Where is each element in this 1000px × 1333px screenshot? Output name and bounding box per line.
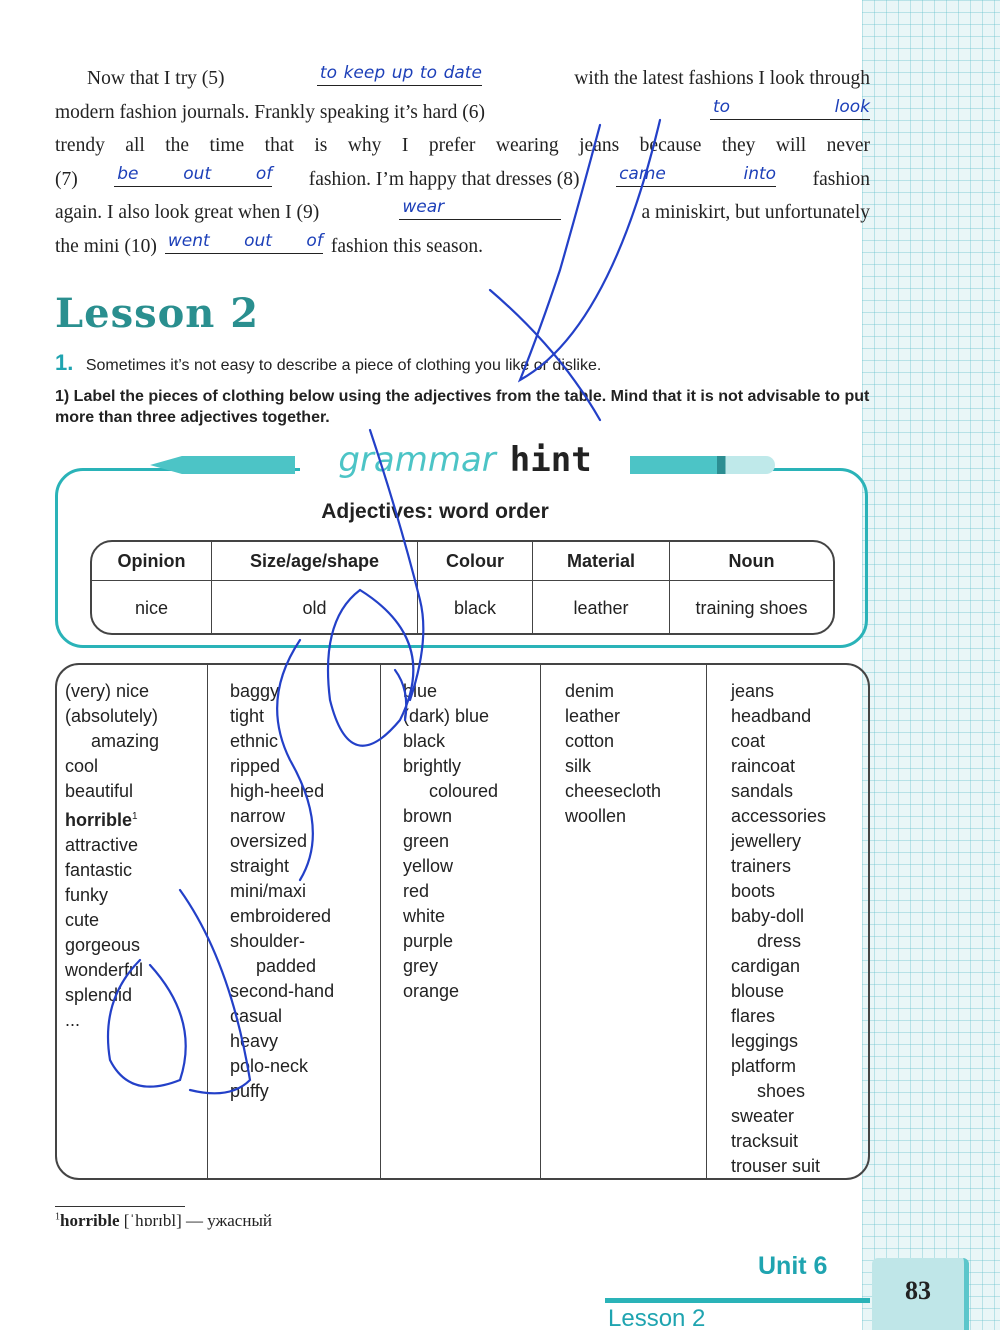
footnote-marker: 1	[55, 1211, 60, 1223]
adj-item: raincoat	[731, 756, 796, 776]
passage-text: modern fashion journals. Frankly speaking it’s hard (6)	[55, 101, 485, 123]
grid-margin	[862, 0, 1000, 1330]
adj-item: flares	[731, 1006, 776, 1026]
footnote-transcription: [ˈhɒrɪbl]	[123, 1211, 182, 1230]
passage-line-4	[55, 163, 870, 197]
adj-item: amazing	[91, 731, 160, 751]
passage-text: fashion this season.	[330, 235, 484, 257]
adjectives-table	[55, 663, 870, 1180]
adj-item: grey	[403, 956, 439, 976]
passage-text: with the latest fashions I look through	[574, 68, 870, 89]
adj-item: silk	[565, 756, 591, 776]
adj-item: cheesecloth	[565, 781, 662, 801]
footnote-marker: 1	[132, 811, 138, 822]
answer-blank-10[interactable]: went out of	[165, 230, 323, 254]
passage-line-5	[55, 196, 870, 230]
adj-item: funky	[65, 885, 109, 905]
adj-item: second-hand	[230, 981, 335, 1001]
task-1	[55, 350, 870, 376]
passage-text: trendy all the time that is why I prefer wearing jeans because they will never	[55, 135, 870, 156]
grammar-hint-label	[300, 440, 630, 490]
task-number: 1.	[55, 350, 74, 375]
adj-item: cotton	[565, 731, 615, 751]
hint-word: hint	[509, 440, 592, 480]
adj-item: purple	[403, 931, 454, 951]
adj-item: fantastic	[65, 860, 133, 880]
adj-item: green	[403, 831, 450, 851]
adj-item: trouser suit	[731, 1156, 821, 1176]
adj-item: cardigan	[731, 956, 801, 976]
adj-item: beautiful	[65, 781, 134, 801]
adj-item: red	[403, 881, 430, 901]
adj-item: coat	[731, 731, 766, 751]
adj-item: blue	[403, 681, 438, 701]
footnote-headword: horrible	[60, 1211, 120, 1230]
adj-item: shoes	[757, 1081, 806, 1101]
adj-item: narrow	[230, 806, 286, 826]
passage-text: fashion. I’m happy that dresses (8)	[308, 168, 580, 190]
column-example: training shoes	[695, 598, 808, 618]
adj-item-horrible	[65, 804, 207, 833]
column-header: Colour	[418, 542, 532, 581]
adj-item: trainers	[731, 856, 792, 876]
word-order-table	[90, 540, 835, 635]
footnote	[55, 1211, 272, 1231]
answer-blank-7[interactable]: be out of	[114, 163, 272, 187]
adj-item: heavy	[230, 1031, 279, 1051]
passage-line-2	[55, 96, 870, 130]
passage-text: the mini (10)	[55, 235, 157, 257]
adj-item: polo-neck	[230, 1056, 309, 1076]
exercise-passage	[55, 62, 870, 263]
adj-item: embroidered	[230, 906, 332, 926]
order-col-opinion	[92, 542, 212, 633]
adj-item: blouse	[731, 981, 785, 1001]
adj-item: wonderful	[65, 960, 144, 980]
adj-item: gorgeous	[65, 935, 141, 955]
adj-item: padded	[256, 956, 317, 976]
footer-divider	[605, 1298, 870, 1303]
lesson-title: Lesson 2	[55, 290, 260, 337]
column-header: Size/age/shape	[212, 542, 417, 581]
task-text: Sometimes it’s not easy to describe a piece of clothing you like or dislike.	[85, 357, 602, 374]
column-example: nice	[134, 598, 169, 618]
answer-blank-6[interactable]: to look	[710, 96, 870, 120]
passage-line-3	[55, 129, 870, 163]
page-number: 83	[872, 1258, 969, 1330]
adj-item: (dark) blue	[403, 706, 490, 726]
adj-item: woollen	[565, 806, 627, 826]
adj-col-noun	[707, 665, 868, 1178]
adj-item: leather	[565, 706, 621, 726]
adj-item: high-heeled	[230, 781, 325, 801]
adj-item: tight	[230, 706, 265, 726]
adj-col-colour	[381, 665, 541, 1178]
adj-item: shoulder-	[230, 931, 306, 951]
passage-text: a miniskirt, but unfortunately	[641, 202, 870, 223]
answer-blank-8[interactable]: came into	[616, 163, 776, 187]
adj-col-opinion	[57, 665, 208, 1178]
adj-item: white	[403, 906, 446, 926]
answer-blank-5[interactable]: to keep up to date	[317, 62, 482, 86]
adj-item: jewellery	[731, 831, 802, 851]
task-subtask: 1) Label the pieces of clothing below using the adjectives from the table. Mind that it is not advisable to put more than three adjectives together.	[55, 388, 870, 426]
passage-text: Now that I try (5)	[87, 68, 225, 89]
unit-label: Unit 6	[758, 1252, 828, 1280]
adj-item: puffy	[230, 1081, 269, 1101]
order-col-material	[533, 542, 670, 633]
hint-heading: Adjectives: word order	[321, 500, 549, 523]
adj-item: oversized	[230, 831, 308, 851]
order-col-size	[212, 542, 418, 633]
adj-item: baby-doll	[731, 906, 805, 926]
passage-line-1	[55, 62, 870, 96]
column-example: leather	[573, 598, 629, 618]
adj-item: cool	[65, 756, 99, 776]
adj-item: denim	[565, 681, 615, 701]
adj-item: black	[403, 731, 446, 751]
pencil-right-icon	[630, 456, 775, 474]
adj-item: baggy	[230, 681, 280, 701]
adj-col-material	[541, 665, 707, 1178]
adj-item: boots	[731, 881, 776, 901]
adj-item: brightly	[403, 756, 462, 776]
adj-item: ...	[65, 1010, 81, 1030]
adj-item: yellow	[403, 856, 454, 876]
column-example: black	[453, 598, 497, 618]
column-header: Noun	[670, 542, 833, 581]
answer-blank-9[interactable]: wear	[399, 196, 561, 220]
adj-item: dress	[757, 931, 802, 951]
adj-item: (absolutely)	[65, 706, 159, 726]
adj-item: coloured	[429, 781, 499, 801]
grammar-word: grammar	[338, 440, 496, 480]
adj-item: platform	[731, 1056, 797, 1076]
adj-item: splendid	[65, 985, 133, 1005]
adj-item: cute	[65, 910, 100, 930]
passage-line-6	[55, 230, 870, 264]
adj-item: sweater	[731, 1106, 795, 1126]
adj-item: headband	[731, 706, 812, 726]
adj-item: straight	[230, 856, 290, 876]
column-header: Material	[533, 542, 669, 581]
column-example: old	[302, 598, 327, 618]
adj-item: jeans	[731, 681, 775, 701]
passage-text: again. I also look great when I (9)	[55, 202, 320, 223]
adj-item: attractive	[65, 835, 139, 855]
adj-item: accessories	[731, 806, 827, 826]
footnote-translation: — ужасный	[185, 1211, 272, 1230]
adj-word: horrible	[65, 810, 133, 830]
adj-item: leggings	[731, 1031, 799, 1051]
adj-item: mini/maxi	[230, 881, 307, 901]
adj-item: brown	[403, 806, 453, 826]
adj-item: ethnic	[230, 731, 279, 751]
adj-item: (very) nice	[65, 681, 150, 701]
adj-item: sandals	[731, 781, 794, 801]
order-col-noun	[670, 542, 833, 633]
adj-col-size	[208, 665, 381, 1178]
passage-text: fashion	[812, 168, 870, 190]
adj-item: ripped	[230, 756, 281, 776]
footnote-divider	[55, 1206, 185, 1207]
lesson-footer: Lesson 2	[608, 1305, 706, 1332]
adj-item: tracksuit	[731, 1131, 799, 1151]
adj-item: casual	[230, 1006, 283, 1026]
column-header: Opinion	[92, 542, 211, 581]
order-col-colour	[418, 542, 533, 633]
passage-text: (7)	[55, 168, 78, 190]
adj-item: orange	[403, 981, 460, 1001]
